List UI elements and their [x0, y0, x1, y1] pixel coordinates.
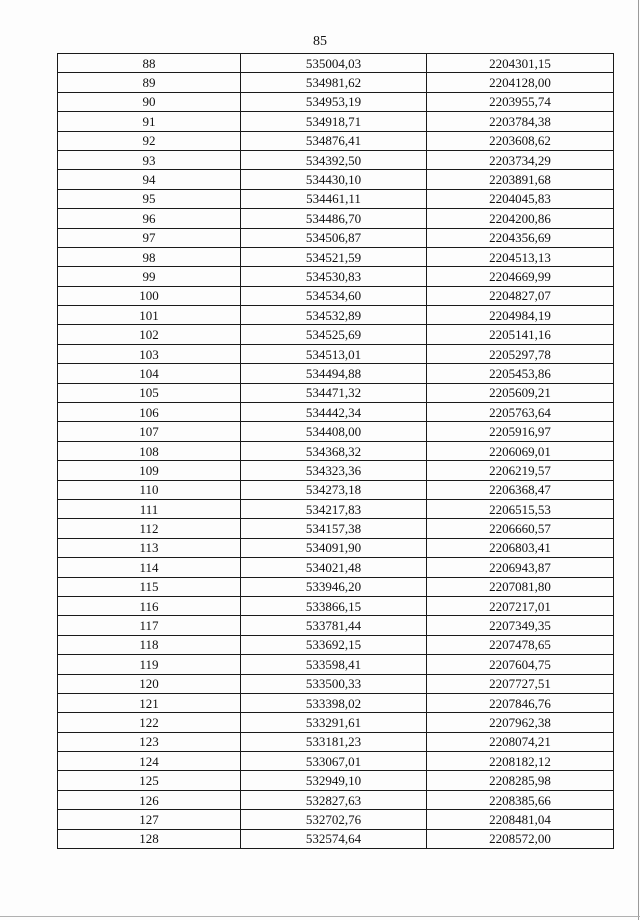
- point-number-cell: 124: [58, 752, 241, 771]
- y-coordinate-cell: 2204984,19: [427, 306, 614, 325]
- table-row: [58, 73, 614, 92]
- x-coordinate-cell: 534323,36: [241, 461, 427, 480]
- point-number-cell: 104: [58, 364, 241, 383]
- x-coordinate-cell: 534408,00: [241, 422, 427, 441]
- point-number-cell: 91: [58, 112, 241, 131]
- point-number-cell: 126: [58, 790, 241, 809]
- y-coordinate-cell: 2208182,12: [427, 752, 614, 771]
- x-coordinate-cell: 532574,64: [241, 829, 427, 848]
- y-coordinate-cell: 2203608,62: [427, 131, 614, 150]
- table-row: [58, 441, 614, 460]
- point-number-cell: 88: [58, 54, 241, 73]
- x-coordinate-cell: 534530,83: [241, 267, 427, 286]
- x-coordinate-cell: 534430,10: [241, 170, 427, 189]
- x-coordinate-cell: 533866,15: [241, 596, 427, 615]
- x-coordinate-cell: 534953,19: [241, 92, 427, 111]
- table-row: [58, 616, 614, 635]
- x-coordinate-cell: 534486,70: [241, 209, 427, 228]
- point-number-cell: 106: [58, 403, 241, 422]
- table-row: [58, 189, 614, 208]
- point-number-cell: 115: [58, 577, 241, 596]
- x-coordinate-cell: 534461,11: [241, 189, 427, 208]
- y-coordinate-cell: 2206069,01: [427, 441, 614, 460]
- table-row: [58, 209, 614, 228]
- table-row: [58, 771, 614, 790]
- point-number-cell: 117: [58, 616, 241, 635]
- table-row: [58, 810, 614, 829]
- point-number-cell: 114: [58, 558, 241, 577]
- x-coordinate-cell: 534513,01: [241, 344, 427, 363]
- x-coordinate-cell: 534442,34: [241, 403, 427, 422]
- point-number-cell: 95: [58, 189, 241, 208]
- table-row: [58, 228, 614, 247]
- y-coordinate-cell: 2203784,38: [427, 112, 614, 131]
- x-coordinate-cell: 533181,23: [241, 732, 427, 751]
- x-coordinate-cell: 534494,88: [241, 364, 427, 383]
- page-number: 85: [313, 34, 327, 49]
- table-row: [58, 54, 614, 73]
- table-row: [58, 538, 614, 557]
- point-number-cell: 93: [58, 150, 241, 169]
- point-number-cell: 112: [58, 519, 241, 538]
- table-row: [58, 170, 614, 189]
- coordinates-table-body: [58, 54, 614, 849]
- x-coordinate-cell: 534981,62: [241, 73, 427, 92]
- table-row: [58, 286, 614, 305]
- table-row: [58, 655, 614, 674]
- table-row: [58, 131, 614, 150]
- y-coordinate-cell: 2204669,99: [427, 267, 614, 286]
- point-number-cell: 99: [58, 267, 241, 286]
- table-row: [58, 635, 614, 654]
- x-coordinate-cell: 533067,01: [241, 752, 427, 771]
- x-coordinate-cell: 533946,20: [241, 577, 427, 596]
- table-row: [58, 596, 614, 615]
- x-coordinate-cell: 532827,63: [241, 790, 427, 809]
- point-number-cell: 123: [58, 732, 241, 751]
- point-number-cell: 122: [58, 713, 241, 732]
- table-row: [58, 403, 614, 422]
- y-coordinate-cell: 2208074,21: [427, 732, 614, 751]
- table-row: [58, 422, 614, 441]
- table-row: [58, 732, 614, 751]
- x-coordinate-cell: 534532,89: [241, 306, 427, 325]
- table-row: [58, 519, 614, 538]
- table-row: [58, 383, 614, 402]
- x-coordinate-cell: 534876,41: [241, 131, 427, 150]
- point-number-cell: 127: [58, 810, 241, 829]
- table-row: [58, 790, 614, 809]
- table-row: [58, 150, 614, 169]
- x-coordinate-cell: 534273,18: [241, 480, 427, 499]
- table-row: [58, 247, 614, 266]
- x-coordinate-cell: 533781,44: [241, 616, 427, 635]
- y-coordinate-cell: 2204128,00: [427, 73, 614, 92]
- x-coordinate-cell: 534525,69: [241, 325, 427, 344]
- y-coordinate-cell: 2204513,13: [427, 247, 614, 266]
- point-number-cell: 111: [58, 499, 241, 518]
- table-row: [58, 558, 614, 577]
- page-edge-right: [638, 0, 639, 920]
- point-number-cell: 107: [58, 422, 241, 441]
- x-coordinate-cell: 534157,38: [241, 519, 427, 538]
- table-row: [58, 112, 614, 131]
- point-number-cell: 103: [58, 344, 241, 363]
- x-coordinate-cell: 532702,76: [241, 810, 427, 829]
- x-coordinate-cell: 533500,33: [241, 674, 427, 693]
- y-coordinate-cell: 2207846,76: [427, 693, 614, 712]
- point-number-cell: 92: [58, 131, 241, 150]
- table-row: [58, 693, 614, 712]
- point-number-cell: 102: [58, 325, 241, 344]
- point-number-cell: 110: [58, 480, 241, 499]
- x-coordinate-cell: 534534,60: [241, 286, 427, 305]
- table-row: [58, 674, 614, 693]
- y-coordinate-cell: 2207349,35: [427, 616, 614, 635]
- y-coordinate-cell: 2203891,68: [427, 170, 614, 189]
- y-coordinate-cell: 2204301,15: [427, 54, 614, 73]
- x-coordinate-cell: 534217,83: [241, 499, 427, 518]
- y-coordinate-cell: 2206368,47: [427, 480, 614, 499]
- coordinates-table: [57, 53, 614, 849]
- point-number-cell: 90: [58, 92, 241, 111]
- y-coordinate-cell: 2205297,78: [427, 344, 614, 363]
- table-row: [58, 344, 614, 363]
- x-coordinate-cell: 534091,90: [241, 538, 427, 557]
- table-row: [58, 480, 614, 499]
- y-coordinate-cell: 2206660,57: [427, 519, 614, 538]
- x-coordinate-cell: 533398,02: [241, 693, 427, 712]
- y-coordinate-cell: 2205453,86: [427, 364, 614, 383]
- table-row: [58, 713, 614, 732]
- point-number-cell: 94: [58, 170, 241, 189]
- x-coordinate-cell: 533598,41: [241, 655, 427, 674]
- table-row: [58, 577, 614, 596]
- x-coordinate-cell: 534021,48: [241, 558, 427, 577]
- x-coordinate-cell: 534368,32: [241, 441, 427, 460]
- point-number-cell: 121: [58, 693, 241, 712]
- y-coordinate-cell: 2207604,75: [427, 655, 614, 674]
- point-number-cell: 100: [58, 286, 241, 305]
- table-row: [58, 364, 614, 383]
- y-coordinate-cell: 2205141,16: [427, 325, 614, 344]
- y-coordinate-cell: 2205609,21: [427, 383, 614, 402]
- x-coordinate-cell: 534506,87: [241, 228, 427, 247]
- y-coordinate-cell: 2206803,41: [427, 538, 614, 557]
- y-coordinate-cell: 2204200,86: [427, 209, 614, 228]
- y-coordinate-cell: 2206515,53: [427, 499, 614, 518]
- point-number-cell: 113: [58, 538, 241, 557]
- y-coordinate-cell: 2204045,83: [427, 189, 614, 208]
- table-row: [58, 752, 614, 771]
- x-coordinate-cell: 532949,10: [241, 771, 427, 790]
- y-coordinate-cell: 2206219,57: [427, 461, 614, 480]
- table-row: [58, 306, 614, 325]
- y-coordinate-cell: 2208285,98: [427, 771, 614, 790]
- y-coordinate-cell: 2204827,07: [427, 286, 614, 305]
- point-number-cell: 109: [58, 461, 241, 480]
- point-number-cell: 105: [58, 383, 241, 402]
- point-number-cell: 101: [58, 306, 241, 325]
- point-number-cell: 120: [58, 674, 241, 693]
- y-coordinate-cell: 2207962,38: [427, 713, 614, 732]
- point-number-cell: 96: [58, 209, 241, 228]
- page-edge-bottom: [0, 916, 640, 917]
- point-number-cell: 98: [58, 247, 241, 266]
- y-coordinate-cell: 2205763,64: [427, 403, 614, 422]
- y-coordinate-cell: 2207081,80: [427, 577, 614, 596]
- point-number-cell: 89: [58, 73, 241, 92]
- y-coordinate-cell: 2208385,66: [427, 790, 614, 809]
- x-coordinate-cell: 533291,61: [241, 713, 427, 732]
- x-coordinate-cell: 534918,71: [241, 112, 427, 131]
- y-coordinate-cell: 2208572,00: [427, 829, 614, 848]
- y-coordinate-cell: 2207478,65: [427, 635, 614, 654]
- point-number-cell: 97: [58, 228, 241, 247]
- y-coordinate-cell: 2207217,01: [427, 596, 614, 615]
- y-coordinate-cell: 2205916,97: [427, 422, 614, 441]
- point-number-cell: 116: [58, 596, 241, 615]
- x-coordinate-cell: 535004,03: [241, 54, 427, 73]
- table-row: [58, 461, 614, 480]
- y-coordinate-cell: 2207727,51: [427, 674, 614, 693]
- x-coordinate-cell: 534521,59: [241, 247, 427, 266]
- point-number-cell: 118: [58, 635, 241, 654]
- x-coordinate-cell: 533692,15: [241, 635, 427, 654]
- table-row: [58, 829, 614, 848]
- point-number-cell: 108: [58, 441, 241, 460]
- y-coordinate-cell: 2204356,69: [427, 228, 614, 247]
- point-number-cell: 125: [58, 771, 241, 790]
- point-number-cell: 128: [58, 829, 241, 848]
- x-coordinate-cell: 534471,32: [241, 383, 427, 402]
- y-coordinate-cell: 2208481,04: [427, 810, 614, 829]
- table-row: [58, 92, 614, 111]
- table-row: [58, 325, 614, 344]
- table-row: [58, 499, 614, 518]
- point-number-cell: 119: [58, 655, 241, 674]
- x-coordinate-cell: 534392,50: [241, 150, 427, 169]
- y-coordinate-cell: 2203734,29: [427, 150, 614, 169]
- y-coordinate-cell: 2203955,74: [427, 92, 614, 111]
- table-row: [58, 267, 614, 286]
- y-coordinate-cell: 2206943,87: [427, 558, 614, 577]
